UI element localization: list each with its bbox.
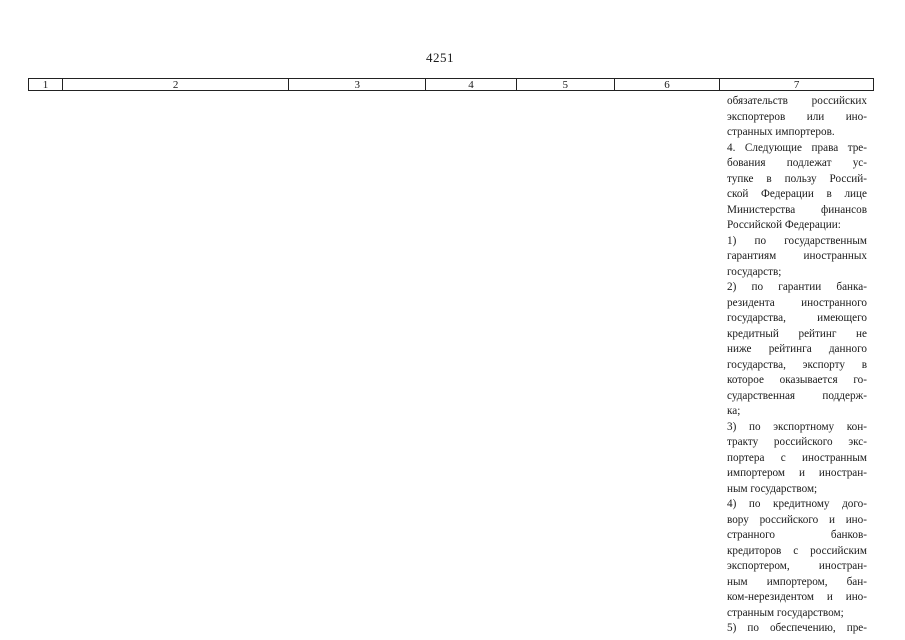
- text-line: государства, имеющего: [727, 312, 867, 324]
- column-7-text: [727, 94, 867, 637]
- text-line: ком-нерезидентом и ино-: [727, 591, 867, 603]
- text-line: экспортеров или ино-: [727, 110, 867, 123]
- text-line: 2) по гарантии банка-: [727, 281, 867, 293]
- text-line: кредиторов с российским: [727, 544, 867, 557]
- text-line: странных импортеров.: [727, 126, 835, 138]
- text-line: 4. Следующие права тре-: [727, 141, 867, 154]
- column-header-6: 6: [614, 79, 720, 90]
- column-header-3: 3: [288, 79, 425, 90]
- text-line: странного банков-: [727, 529, 867, 541]
- column-header-2: 2: [62, 79, 288, 90]
- text-line: бования подлежат ус-: [727, 157, 867, 169]
- column-header-5: 5: [516, 79, 614, 90]
- column-header-1: 1: [42, 79, 49, 91]
- text-line: которое оказывается го-: [727, 374, 867, 386]
- text-line: государств;: [727, 265, 782, 278]
- text-line: странным государством;: [727, 606, 844, 619]
- text-line: резидента иностранного: [727, 296, 867, 309]
- text-line: ской Федерации в лице: [727, 188, 867, 200]
- text-line: тракту российского экс-: [727, 436, 867, 448]
- text-line: тупке в пользу Россий-: [727, 172, 867, 185]
- text-line: обязательств российских: [727, 95, 867, 107]
- text-line: государства, экспорту в: [727, 358, 867, 371]
- text-line: сударственная поддерж-: [727, 389, 867, 402]
- text-line: импортером и иностран-: [727, 467, 867, 479]
- column-header-4: 4: [425, 79, 516, 90]
- page-number: 4251: [426, 50, 454, 65]
- text-line: гарантиям иностранных: [727, 250, 867, 262]
- text-line: Министерства финансов: [727, 203, 867, 216]
- text-line: вору российского и ино-: [727, 513, 867, 526]
- text-line: 5) по обеспечению, пре-: [727, 622, 867, 634]
- text-line: ным государством;: [727, 482, 818, 495]
- text-line: 1) по государственным: [727, 234, 867, 247]
- text-line: портера с иностранным: [727, 451, 867, 464]
- text-line: ниже рейтинга данного: [727, 343, 867, 355]
- column-header-7: 7: [719, 79, 873, 90]
- text-line: 4) по кредитному дого-: [727, 498, 867, 510]
- text-line: ным импортером, бан-: [727, 575, 867, 588]
- table-header-row: [28, 78, 874, 91]
- text-line: кредитный рейтинг не: [727, 327, 867, 340]
- text-line: экспортером, иностран-: [727, 560, 867, 572]
- text-line: ка;: [727, 405, 741, 417]
- text-line: Российской Федерации:: [727, 219, 841, 231]
- text-line: 3) по экспортному кон-: [727, 420, 867, 433]
